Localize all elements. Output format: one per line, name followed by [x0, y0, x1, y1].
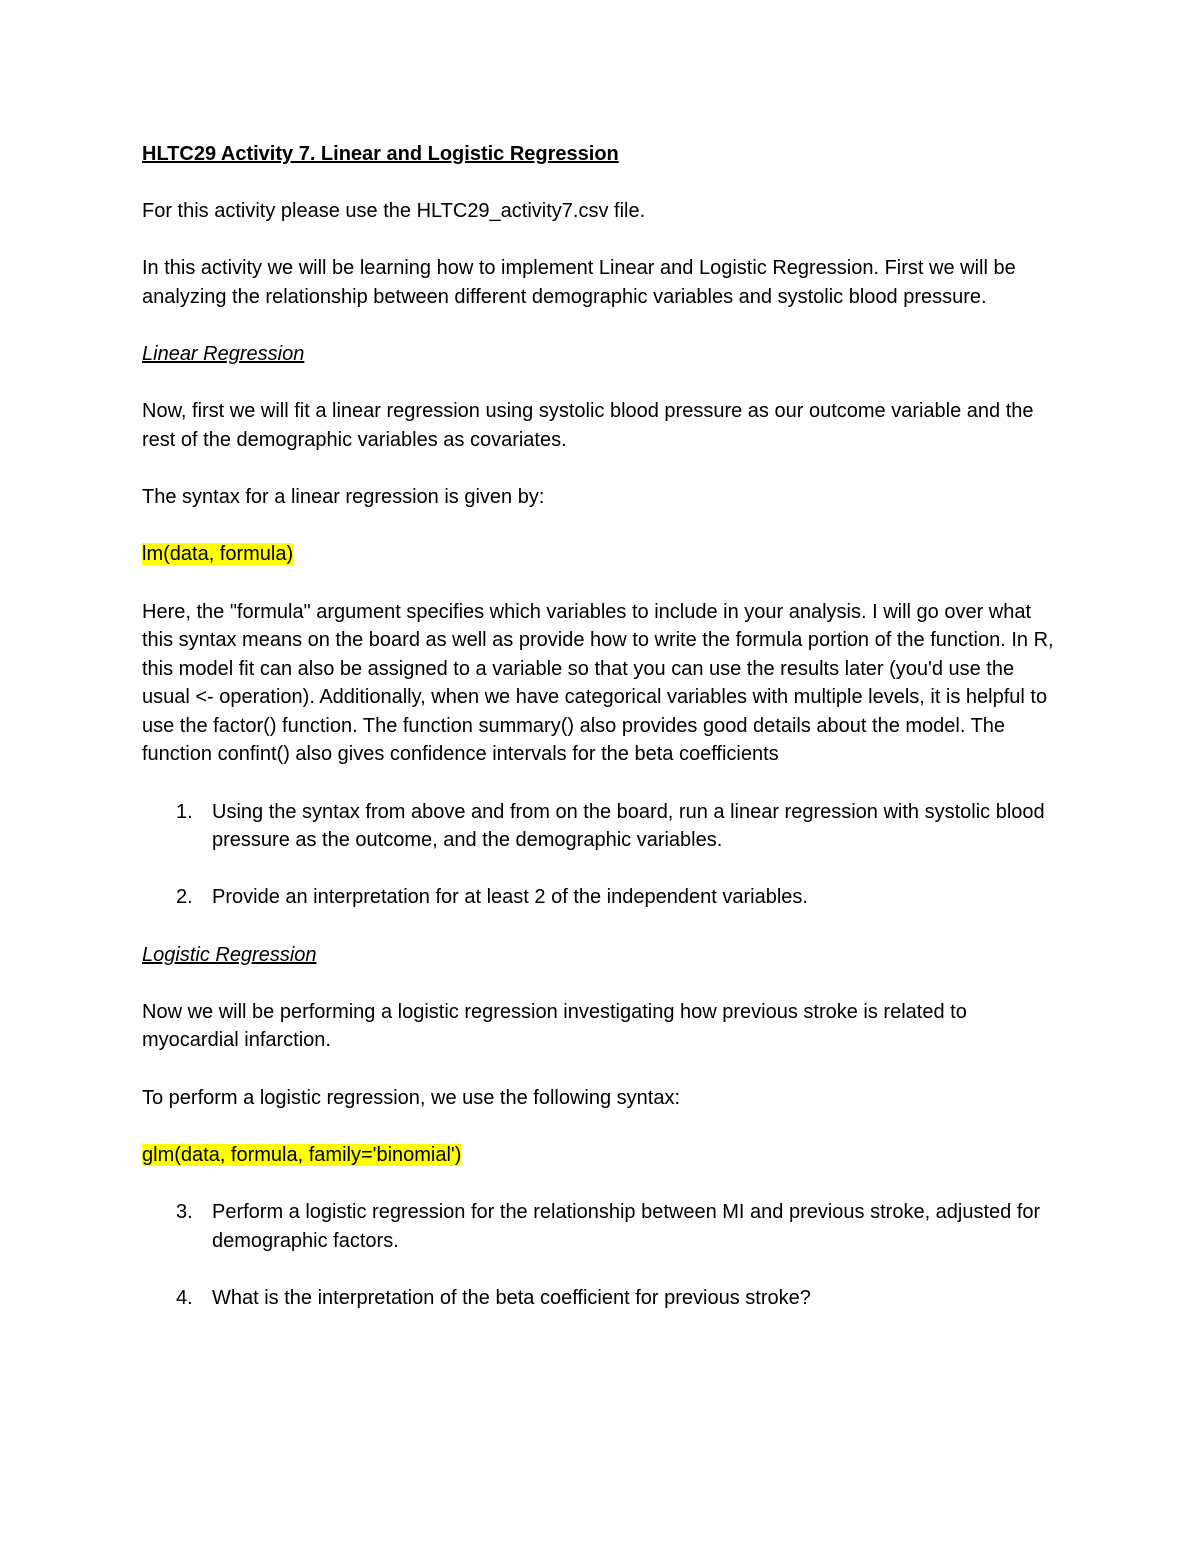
intro-file-paragraph: For this activity please use the HLTC29_activity7.csv file. [142, 200, 646, 223]
logistic-code-line [142, 1141, 1062, 1170]
logistic-questions-list [142, 1198, 1062, 1312]
list-item [142, 1284, 1062, 1313]
list-item [142, 798, 1062, 855]
linear-paragraph-3: Here, the "formula" argument specifies which variables to include in your analysis. I will go over what this syntax means on the board as well as provide how to write the formula portion of the function. In R, this model fit can also be assigned to a variable so that you can use the results later (you'd use the usual <- operation). Additionally, when we have categorical variables with multiple levels, it is helpful to use the factor() function. The function summary() also provides good details about the model. The function confint() also gives confidence intervals for the beta coefficients [142, 600, 1054, 766]
linear-section-heading-text: Linear Regression [142, 343, 305, 366]
logistic-section-heading [142, 941, 1062, 970]
question-text: Using the syntax from above and from on the board, run a linear regression with systolic blood pressure as the outcome, and the demographic variables. [212, 800, 1045, 852]
question-text: Provide an interpretation for at least 2 of the independent variables. [212, 886, 808, 909]
linear-code: lm(data, formula) [142, 543, 294, 566]
document-title-text: HLTC29 Activity 7. Linear and Logistic Regression [142, 143, 619, 165]
logistic-code: glm(data, formula, family='binomial') [142, 1143, 462, 1166]
logistic-paragraph-2: To perform a logistic regression, we use the following syntax: [142, 1086, 681, 1109]
document-title [142, 140, 1062, 169]
logistic-paragraph-1: Now we will be performing a logistic regression investigating how previous stroke is related to myocardial infarction. [142, 1000, 967, 1052]
logistic-section-heading-text: Logistic Regression [142, 943, 317, 966]
question-number: 3. [176, 1200, 193, 1223]
intro-paragraph: In this activity we will be learning how to implement Linear and Logistic Regression. First we will be analyzing the relationship between different demographic variables and systolic blood pressure. [142, 257, 1016, 308]
question-number: 4. [176, 1286, 193, 1309]
question-text: What is the interpretation of the beta coefficient for previous stroke? [212, 1286, 811, 1309]
linear-paragraph-2: The syntax for a linear regression is given by: [142, 486, 545, 509]
question-number: 1. [176, 800, 193, 823]
linear-paragraph-1: Now, first we will fit a linear regression using systolic blood pressure as our outcome variable and the rest of the demographic variables as covariates. [142, 400, 1034, 451]
list-item [142, 1198, 1062, 1255]
document-page [142, 140, 1062, 1341]
linear-section-heading [142, 340, 1062, 369]
linear-code-line [142, 540, 1062, 569]
linear-questions-list [142, 798, 1062, 912]
question-number: 2. [176, 886, 193, 909]
question-text: Perform a logistic regression for the relationship between MI and previous stroke, adjusted for demographic factors. [212, 1200, 1041, 1252]
list-item [142, 883, 1062, 912]
